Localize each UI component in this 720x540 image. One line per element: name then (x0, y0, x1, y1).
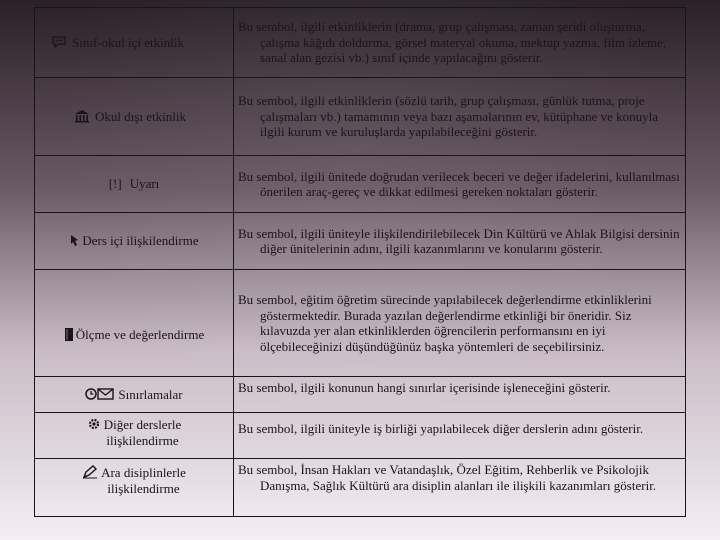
symbol-description: Bu sembol, ilgili konunun hangi sınırlar içerisinde işleneceğini gösterir. (238, 380, 611, 395)
symbol-cell (35, 377, 234, 413)
pencil-icon (82, 465, 98, 479)
symbol-description: Bu sembol, ilgili ünitede doğrudan verilecek beceri ve değer ifadelerini, kullanılması önerilen araç-gereç ve dikkat edilmesi gereken noktaları gösterir. (238, 168, 680, 199)
symbol-label-group (39, 327, 229, 343)
symbol-label: Sınırlamalar (118, 386, 183, 402)
symbol-label: Ölçme ve değerlendirme (75, 326, 205, 342)
table-row (35, 78, 686, 156)
symbol-cell (35, 459, 234, 517)
description-cell (234, 213, 686, 270)
symbol-cell (35, 270, 234, 377)
description-cell (234, 413, 686, 459)
symbol-cell (35, 78, 234, 156)
symbol-label-group (39, 465, 229, 496)
label-line: Diğer derslerle (103, 417, 182, 432)
description-cell (234, 377, 686, 413)
table-row (35, 413, 686, 459)
table-row (35, 156, 686, 213)
notebook-icon (64, 327, 74, 342)
symbol-cell (35, 413, 234, 459)
description-cell (234, 156, 686, 213)
symbol-label: Ders içi ilişkilendirme (82, 233, 199, 249)
symbol-label-group (39, 35, 229, 51)
symbol-label-group (39, 109, 229, 125)
symbol-label: Okul dışı etkinlik (95, 108, 186, 124)
table-row (35, 8, 686, 78)
warning-icon: [!] (108, 176, 122, 192)
table-row (35, 377, 686, 413)
symbol-description: Bu sembol, İnsan Hakları ve Vatandaşlık, Özel Eğitim, Rehberlik ve Psikolojik Danışma, Sağlık Kültürü ara disiplin alanları ile ilişkili kazanımları gösterir. (238, 462, 657, 493)
symbol-label: Uyarı (129, 176, 160, 192)
description-cell (234, 78, 686, 156)
building-icon (74, 109, 92, 123)
symbol-label-group (39, 176, 229, 192)
description-cell (234, 459, 686, 517)
description-cell (234, 270, 686, 377)
symbol-cell (35, 156, 234, 213)
gear-icon (87, 417, 101, 431)
clock-envelope-icon (85, 387, 115, 401)
symbol-label-group (39, 417, 229, 448)
symbol-label-group (39, 387, 229, 403)
symbol-description: Bu sembol, ilgili etkinliklerin (sözlü tarih, grup çalışması, günlük tutma, proje çalışmaları vb.) tamamının veya bazı aşamalarının ev, kütüphane ve konuyla ilgili kurum ve kuruluşlarda yapılabileceğini gösterir. (238, 93, 659, 140)
symbol-description: Bu sembol, ilgili üniteyle ilişkilendirilebilecek Din Kültürü ve Ahlak Bilgisi dersinin diğer ünitelerinin adını, ilgili kazanımlarını ve konularını gösterir. (238, 225, 680, 256)
symbol-label (101, 465, 186, 496)
speech-bubble-icon (51, 35, 69, 49)
symbol-description: Bu sembol, ilgili etkinliklerin (drama, grup çalışması, zaman şeridi oluşturma, çalışma kâğıdı doldurma, görsel materyal okuma, mektup yazma, film izleme, sanal alan gezisi vb.) sınıf içinde yapılacağını gösterir. (238, 19, 667, 66)
table-row (35, 270, 686, 377)
label-line: ilişkilendirme (107, 480, 180, 496)
hand-pointer-icon (69, 233, 81, 247)
description-cell (234, 8, 686, 78)
table-row (35, 459, 686, 517)
symbol-description: Bu sembol, ilgili üniteyle iş birliği yapılabilecek diğer derslerin adını gösterir. (238, 421, 644, 436)
symbol-legend-table (34, 7, 686, 517)
symbol-label: Sınıf-okul içi etkinlik (72, 34, 184, 50)
symbol-label-group (39, 233, 229, 249)
symbol-cell (35, 8, 234, 78)
label-line: Ara disiplinlerle (101, 465, 186, 480)
symbol-cell (35, 213, 234, 270)
label-line: ilişkilendirme (106, 432, 179, 448)
symbol-description: Bu sembol, eğitim öğretim sürecinde yapılabilecek değerlendirme etkinliklerini göstermektedir. Burada yazılan değerlendirme etkinliği bir öneridir. Siz kılavuzda yer alan etkinliklerden öğrencilerin performansını en iyi ölçebileceğinizi düşündüğünüz başka yöntemleri de seçebilirsiniz. (238, 292, 652, 354)
table-row (35, 213, 686, 270)
symbol-label (104, 417, 182, 448)
